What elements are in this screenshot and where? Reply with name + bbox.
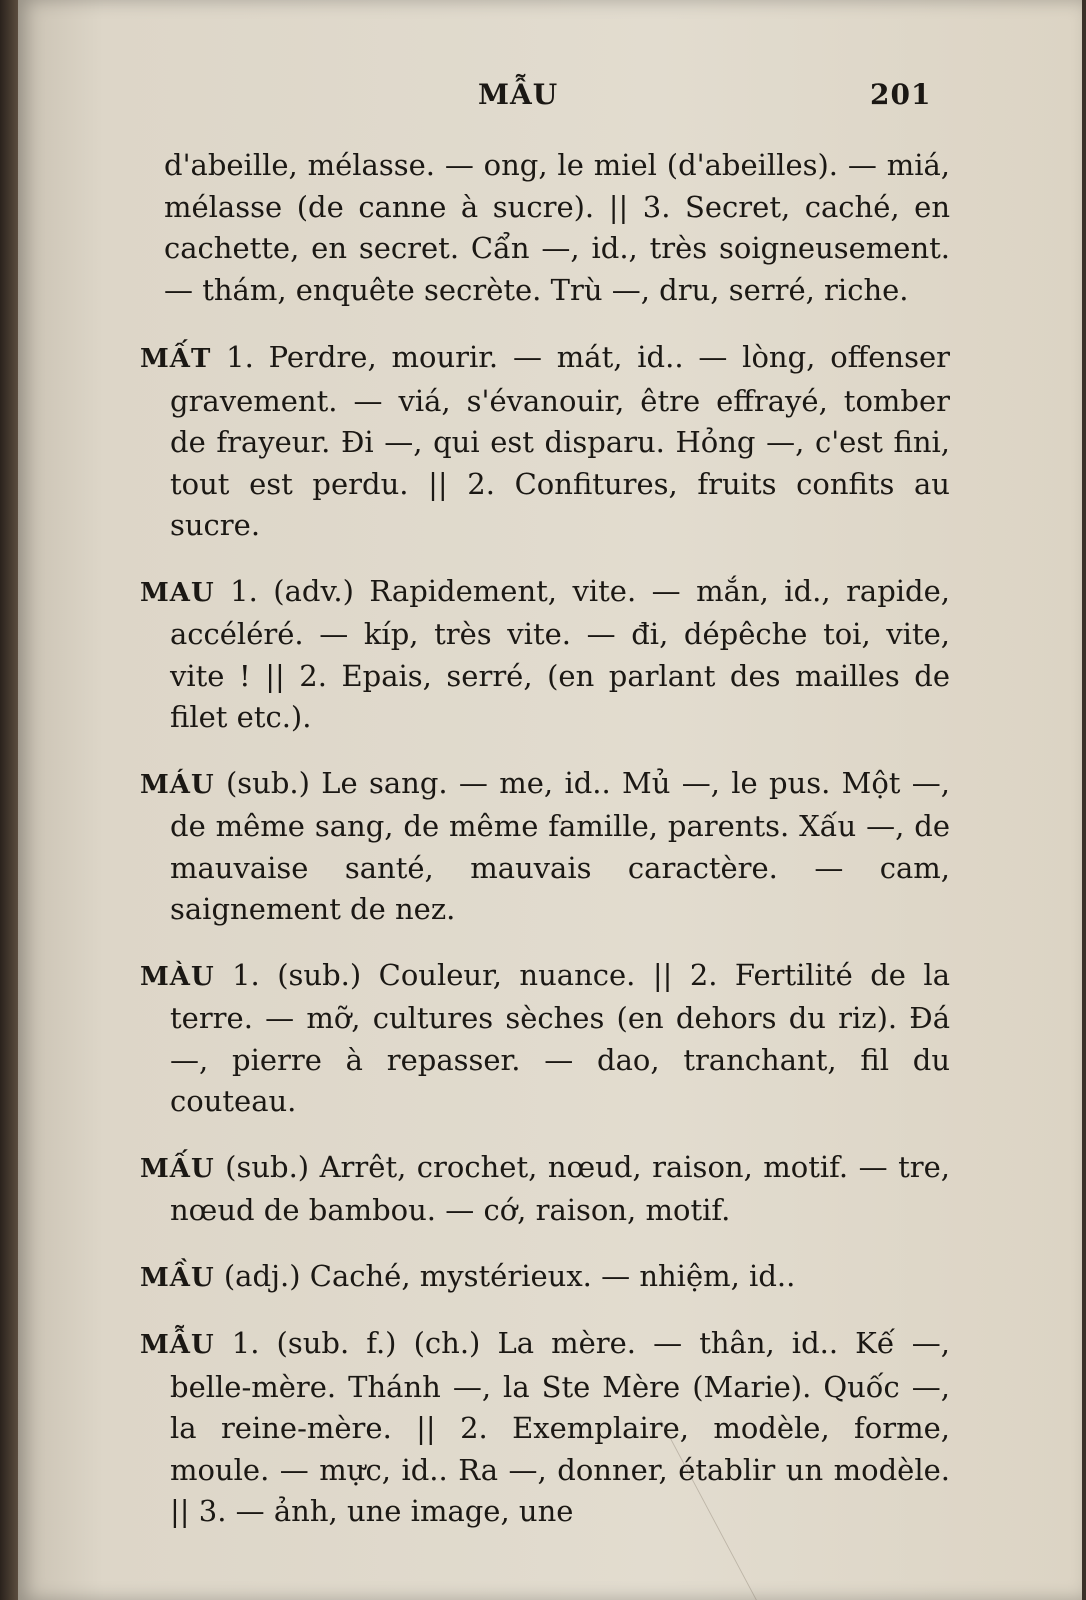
entry-definition: (sub.) Le sang. — me, id.. Mủ —, le pus. Một —, de même sang, de même famille, parents. Xấu —, de mauvaise santé, mauvais caractère. — cam, saignement de nez.: [170, 765, 950, 926]
page-header: [18, 78, 1082, 118]
entry-definition: 1. (sub.) Couleur, nuance. || 2. Fertilité de la terre. — mỡ, cultures sèches (en dehors du riz). Đá —, pierre à repasser. — dao, tranchant, fil du couteau.: [170, 957, 950, 1118]
entry-headword: MẦU: [140, 1262, 215, 1293]
entry-definition: 1. (sub. f.) (ch.) La mère. — thân, id.. Kế —, belle-mère. Thánh —, la Ste Mère (Marie). Quốc —, la reine-mère. || 2. Exemplaire, modèle, forme, moule. — mực, id.. Ra —, donner, établir un modèle. || 3. — ảnh, une image, une: [170, 1326, 951, 1528]
dictionary-entry: [140, 1147, 950, 1232]
entry-definition: d'abeille, mélasse. — ong, le miel (d'abeilles). — miá, mélasse (de canne à sucre). || 3. Secret, caché, en cachette, en secret. Cẩn —, id., très soigneusement. — thám, enquête secrète. Trù —, dru, serré, riche.: [164, 148, 950, 307]
entry-headword: MẤU: [140, 1153, 215, 1184]
dictionary-entry: [140, 571, 950, 739]
entry-headword: MAU: [140, 577, 215, 608]
page-body: [140, 145, 950, 1557]
entry-definition: 1. (adv.) Rapidement, vite. — mắn, id., rapide, accéléré. — kíp, très vite. — đi, dépêche toi, vite, vite ! || 2. Epais, serré, (en parlant des mailles de filet etc.).: [170, 573, 951, 734]
entry-definition: (sub.) Arrêt, crochet, nœud, raison, motif. — tre, nœud de bambou. — cớ, raison, motif.: [170, 1149, 950, 1227]
dictionary-entry: [140, 763, 950, 931]
entry-headword: MẪU: [140, 1330, 215, 1360]
entry-definition: (adj.) Caché, mystérieux. — nhiệm, id..: [223, 1258, 796, 1293]
page-number: 201: [870, 78, 932, 111]
entry-headword: MÁU: [140, 769, 215, 800]
entry-continuation: [140, 145, 950, 311]
dictionary-entry: [140, 955, 950, 1123]
entry-headword: MÀU: [140, 961, 215, 992]
dictionary-entry: [140, 1256, 950, 1300]
entry-definition: 1. Perdre, mourir. — mát, id.. — lòng, offenser gravement. — viá, s'évanouir, être effrayé, tomber de frayeur. Đi —, qui est disparu. Hỏng —, c'est fini, tout est perdu. || 2. Confitures, fruits confits au sucre.: [170, 340, 950, 542]
dictionary-entry: [140, 337, 950, 547]
dictionary-page: [18, 0, 1082, 1600]
book-spine: [0, 0, 18, 1600]
entry-headword: MẤT: [140, 344, 212, 374]
running-head: MẪU: [478, 78, 559, 111]
